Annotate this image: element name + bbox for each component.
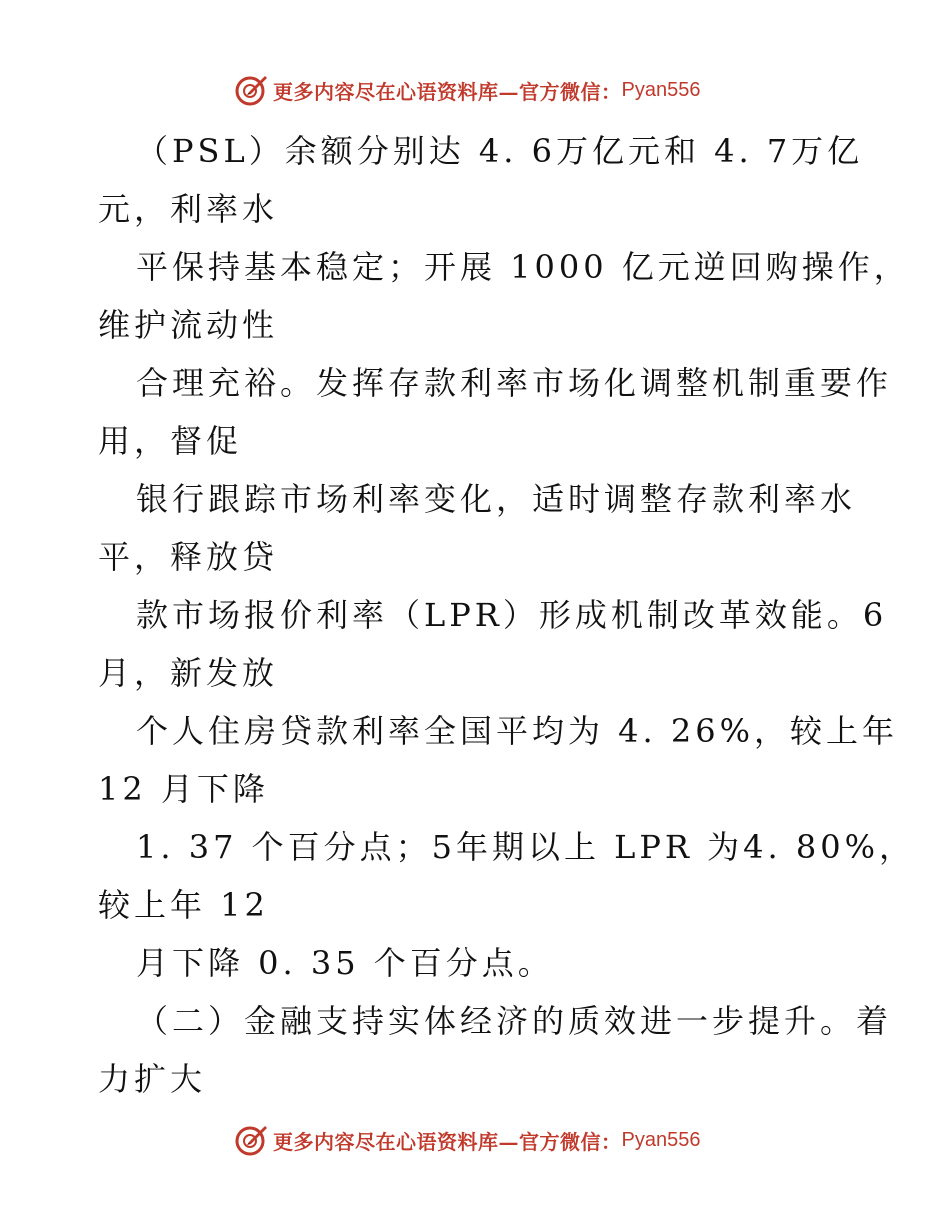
text-line: （PSL）余额分别达 4. 6万亿元和 4. 7万亿 bbox=[136, 132, 864, 170]
text-line: 月，新发放 bbox=[98, 654, 279, 692]
header-watermark-banner bbox=[235, 70, 700, 110]
footer-banner-wechat-id: Pyan556 bbox=[621, 1128, 701, 1151]
text-line: 款市场报价利率（LPR）形成机制改革效能。6 bbox=[136, 596, 888, 634]
text-line: 平，释放贷 bbox=[98, 538, 279, 576]
header-banner-text: 更多内容尽在心语资料库—官方微信： bbox=[273, 79, 622, 104]
text-line: 个人住房贷款利率全国平均为 4. 26%，较上年 bbox=[136, 712, 899, 750]
text-line: 平保持基本稳定；开展 1000 亿元逆回购操作， bbox=[136, 248, 910, 286]
body-text bbox=[98, 122, 916, 1108]
text-line: 用，督促 bbox=[98, 422, 243, 460]
text-line: 元，利率水 bbox=[98, 190, 279, 228]
footer-banner-text: 更多内容尽在心语资料库—官方微信： bbox=[273, 1129, 622, 1154]
text-line: 12 月下降 bbox=[98, 770, 269, 808]
pen-logo-icon bbox=[235, 1123, 269, 1157]
text-line: 维护流动性 bbox=[98, 306, 279, 344]
text-line: 月下降 0. 35 个百分点。 bbox=[136, 944, 554, 982]
header-banner-wechat-id: Pyan556 bbox=[621, 78, 701, 101]
text-line: （二）金融支持实体经济的质效进一步提升。着 bbox=[136, 1002, 893, 1040]
text-line: 力扩大 bbox=[98, 1060, 207, 1098]
footer-watermark-banner bbox=[235, 1120, 700, 1160]
text-line: 合理充裕。发挥存款利率市场化调整机制重要作 bbox=[136, 364, 893, 402]
text-line: 1. 37 个百分点；5年期以上 LPR 为4. 80%， bbox=[136, 828, 916, 866]
text-line: 银行跟踪市场利率变化，适时调整存款利率水 bbox=[136, 480, 857, 518]
text-line: 较上年 12 bbox=[98, 886, 269, 924]
pen-logo-icon bbox=[235, 73, 269, 107]
